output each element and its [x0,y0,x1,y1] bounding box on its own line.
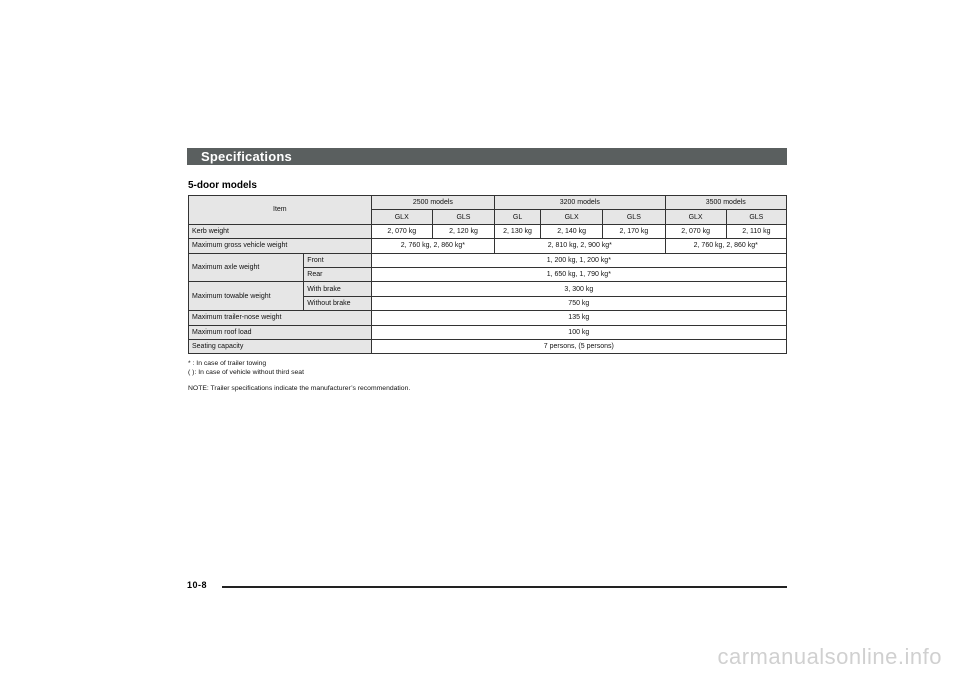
trailer-note: NOTE: Trailer specifications indicate the manufacturer’s recommendation. [188,385,411,392]
grade-header: GL [495,210,541,224]
table-cell: 2, 120 kg [432,224,494,238]
table-cell: 2, 810 kg, 2, 900 kg* [495,239,665,253]
table-cell: 3, 300 kg [371,282,786,296]
spec-table [188,195,787,354]
table-cell: 2, 110 kg [726,224,786,238]
table-cell: 2, 760 kg, 2, 860 kg* [371,239,494,253]
table-row [189,282,787,296]
table-cell: 2, 140 kg [541,224,603,238]
item-header: Item [189,196,372,225]
table-cell: 750 kg [371,296,786,310]
sub-label: Without brake [304,296,371,310]
row-label: Seating capacity [189,339,372,353]
paren-note: ( ): In case of vehicle without third seat [188,368,304,376]
sub-label: Rear [304,267,371,281]
row-label: Maximum towable weight [189,282,304,311]
model-header: 3500 models [665,196,787,210]
model-header: 2500 models [371,196,494,210]
table-cell: 2, 070 kg [371,224,432,238]
asterisk-note: * : In case of trailer towing [188,360,267,367]
table-cell: 1, 200 kg, 1, 200 kg* [371,253,786,267]
sub-label: With brake [304,282,371,296]
grade-header: GLS [603,210,665,224]
page-title: Specifications [201,149,292,164]
table-row [189,325,787,339]
header-bar [187,148,787,165]
table-cell: 2, 760 kg, 2, 860 kg* [665,239,787,253]
table-row [189,196,787,210]
table-cell: 100 kg [371,325,786,339]
grade-header: GLS [432,210,494,224]
row-label: Kerb weight [189,224,372,238]
table-cell: 2, 130 kg [495,224,541,238]
table-row [189,339,787,353]
page-number: 10-8 [187,580,208,590]
table-cell: 2, 170 kg [603,224,665,238]
grade-header: GLX [665,210,726,224]
watermark: carmanualsonline.info [717,644,942,669]
footnotes [188,360,410,394]
table-row [189,253,787,267]
grade-header: GLX [541,210,603,224]
grade-header: GLS [726,210,786,224]
row-label: Maximum roof load [189,325,372,339]
table-row [189,311,787,325]
grade-header: GLX [371,210,432,224]
table-cell: 1, 650 kg, 1, 790 kg* [371,267,786,281]
section-title: 5-door models [188,180,257,191]
row-label: Maximum gross vehicle weight [189,239,372,253]
footer-rule [222,586,787,588]
sub-label: Front [304,253,371,267]
row-label: Maximum trailer-nose weight [189,311,372,325]
table-row [189,239,787,253]
table-cell: 2, 070 kg [665,224,726,238]
model-header: 3200 models [495,196,665,210]
row-label: Maximum axle weight [189,253,304,282]
table-row [189,224,787,238]
table-cell: 135 kg [371,311,786,325]
table-cell: 7 persons, (5 persons) [371,339,786,353]
